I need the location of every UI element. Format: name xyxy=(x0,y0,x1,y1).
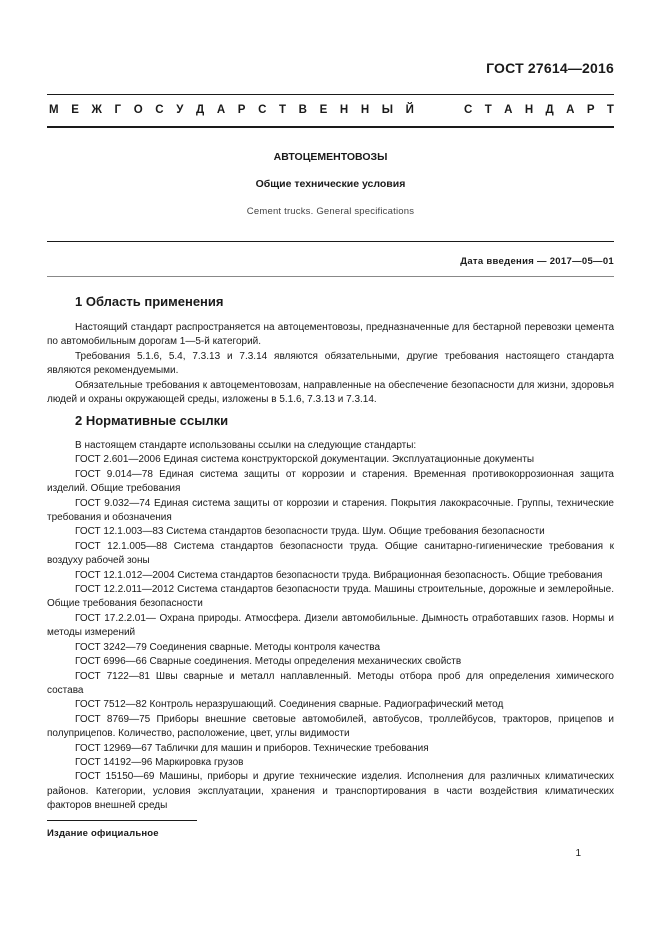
introduction-date: Дата введения — 2017—05—01 xyxy=(460,256,614,267)
banner-letter: М xyxy=(49,104,59,116)
banner-letter: Т xyxy=(606,104,614,116)
banner-letter: Н xyxy=(360,104,370,116)
title-rule xyxy=(47,241,614,242)
reference-item: ГОСТ 7122—81 Швы сварные и металл наплавленный. Методы отбора проб для определения химического состава xyxy=(47,670,614,696)
reference-item: ГОСТ 3242—79 Соединения сварные. Методы контроля качества xyxy=(75,641,381,653)
reference-item: ГОСТ 9.014—78 Единая система защиты от коррозии и старения. Временная противокоррозионная защита изделий. Общие требования xyxy=(47,468,614,495)
banner-letter: Г xyxy=(114,104,122,116)
banner-letter: Д xyxy=(196,104,205,116)
standard-subtitle: Общие технические условия xyxy=(255,178,406,190)
reference-item: ГОСТ 12.1.003—83 Система стандартов безопасности труда. Шум. Общие требования безопасности xyxy=(75,526,545,538)
interstate-word-1 xyxy=(49,104,414,116)
reference-item: ГОСТ 9.032—74 Единая система защиты от коррозии и старения. Покрытия лакокрасочные. Группы, технические требования и обозначения xyxy=(47,497,614,524)
banner-letter: А xyxy=(566,104,575,116)
banner-letter: Н xyxy=(339,104,349,116)
section-2-title: 2 Нормативные ссылки xyxy=(75,413,229,428)
banner-letter: Ы xyxy=(381,104,394,116)
reference-item: ГОСТ 2.601—2006 Единая система конструкторской документации. Эксплуатационные документы xyxy=(75,454,535,466)
reference-item: ГОСТ 12.1.012—2004 Система стандартов безопасности труда. Вибрационная безопасность. Общие требования xyxy=(75,569,603,581)
section-2-body xyxy=(47,439,614,814)
interstate-word-2 xyxy=(464,104,614,116)
reference-item: В настоящем стандарте использованы ссылки на следующие стандарты: xyxy=(75,440,417,451)
reference-item: ГОСТ 17.2.2.01— Охрана природы. Атмосфера. Дизели автомобильные. Дымность отработавших газов. Нормы и методы измерений xyxy=(47,612,614,639)
banner-letter: Р xyxy=(237,104,246,116)
banner-letter: Т xyxy=(279,104,287,116)
reference-item: ГОСТ 12969—67 Таблички для машин и приборов. Технические требования xyxy=(75,742,429,754)
banner-letter: Е xyxy=(71,104,79,116)
section-1-paragraph: Обязательные требования к автоцементовозам, направленные на обеспечение безопасности для жизни, здоровья людей и охраны окружающей среды, изложены в 5.1.6, 7.3.13 и 7.3.14. xyxy=(47,379,614,406)
official-edition-note: Издание официальное xyxy=(47,828,159,839)
date-rule xyxy=(47,276,614,277)
banner-letter: Н xyxy=(524,104,534,116)
header-rule-top xyxy=(47,94,614,95)
reference-item: ГОСТ 14192—96 Маркировка грузов xyxy=(75,756,244,768)
banner-letter: Й xyxy=(405,104,414,116)
document-id: ГОСТ 27614—2016 xyxy=(486,60,614,76)
banner-letter: В xyxy=(298,104,307,116)
reference-item: ГОСТ 12.1.005—88 Система стандартов безопасности труда. Общие санитарно-гигиенические требования к воздуху рабочей зоны xyxy=(47,540,614,567)
page-number: 1 xyxy=(575,848,581,859)
banner-letter: О xyxy=(133,104,143,116)
reference-item: ГОСТ 15150—69 Машины, приборы и другие технические изделия. Исполнения для различных климатических районов. Категории, условия эксплуатации, хранения и транспортирования в части воздействия климатических факторов внешней среды xyxy=(47,771,614,812)
reference-item: ГОСТ 8769—75 Приборы внешние световые автомобилей, автобусов, троллейбусов, тракторов, прицепов и полуприцепов. Количество, расположение, цвет, углы видимости xyxy=(47,713,614,740)
footer-rule xyxy=(47,820,197,821)
banner-letter: Е xyxy=(319,104,328,116)
interstate-standard-banner xyxy=(49,104,614,116)
banner-letter: А xyxy=(504,104,513,116)
section-1-body xyxy=(47,321,614,407)
banner-letter: Д xyxy=(545,104,554,116)
banner-letter: У xyxy=(176,104,184,116)
standard-english-title: Cement trucks. General specifications xyxy=(246,206,415,217)
banner-letter: С xyxy=(258,104,267,116)
banner-letter: С xyxy=(155,104,164,116)
standard-title: АВТОЦЕМЕНТОВОЗЫ xyxy=(273,151,388,163)
banner-letter: А xyxy=(216,104,226,116)
section-1-title: 1 Область применения xyxy=(75,294,224,309)
banner-letter: Р xyxy=(586,104,595,116)
section-1-paragraph: Требования 5.1.6, 5.4, 7.3.13 и 7.3.14 являются обязательными, другие требования настоящего стандарта являются рекомендуемыми. xyxy=(47,350,614,377)
banner-letter: Т xyxy=(484,104,492,116)
banner-letter: Ж xyxy=(91,104,102,116)
section-1-paragraph: Настоящий стандарт распространяется на автоцементовозы, предназначенные для бестарной перевозки цемента по автомобильным дорогам 1—5-й категорий. xyxy=(47,322,614,348)
reference-item: ГОСТ 6996—66 Сварные соединения. Методы определения механических свойств xyxy=(75,656,462,668)
header-rule-bottom xyxy=(47,126,614,128)
reference-item: ГОСТ 7512—82 Контроль неразрушающий. Соединения сварные. Радиографический метод xyxy=(75,699,504,711)
reference-item: ГОСТ 12.2.011—2012 Система стандартов безопасности труда. Машины строительные, дорожные и землеройные. Общие требования безопасности xyxy=(47,584,614,610)
banner-letter: С xyxy=(464,104,473,116)
